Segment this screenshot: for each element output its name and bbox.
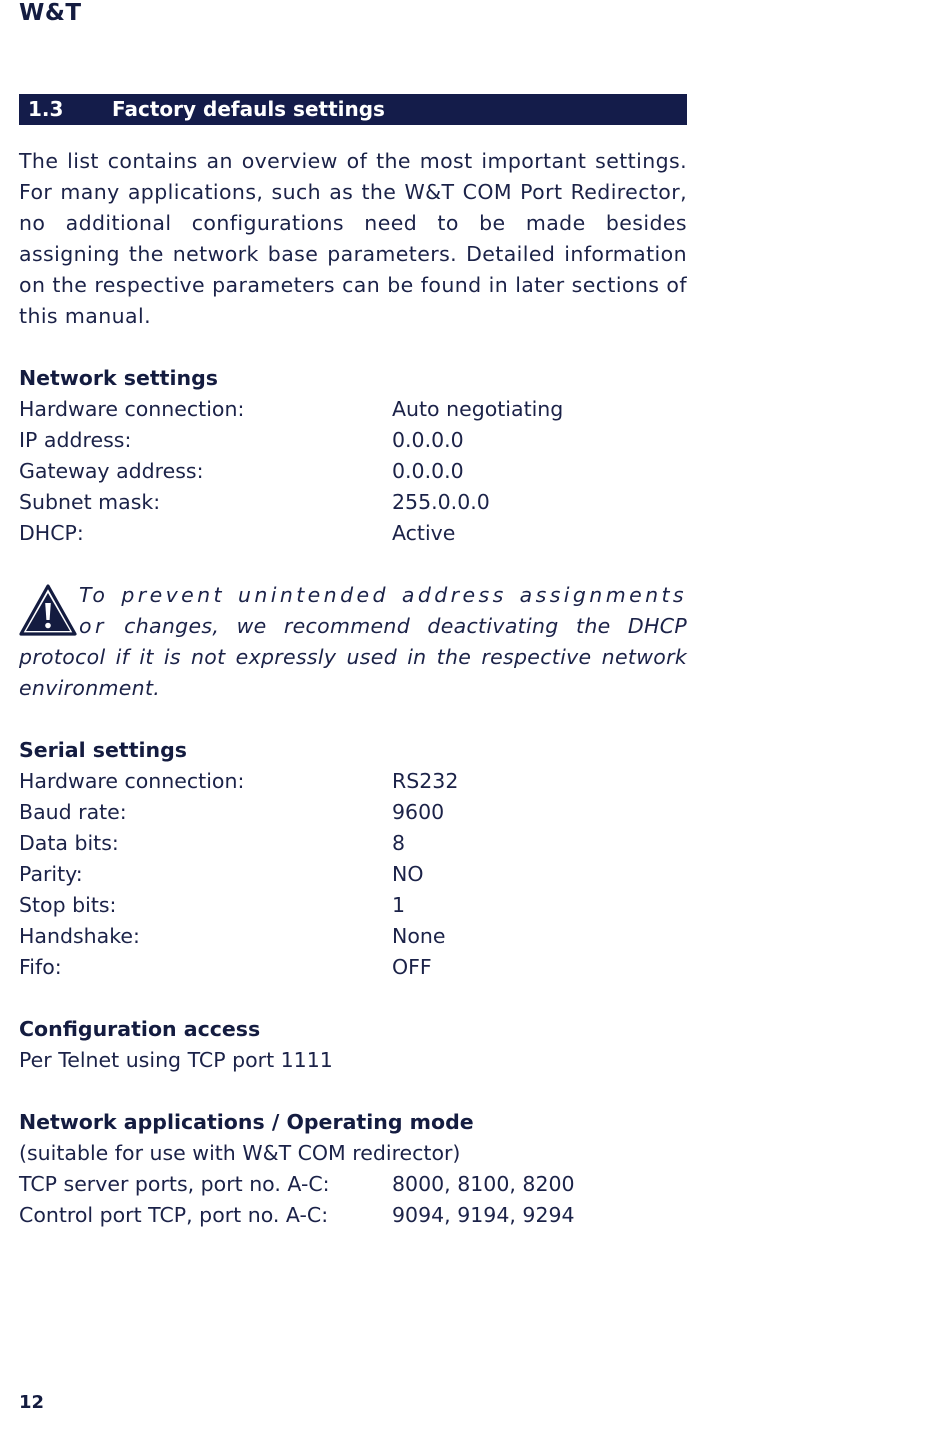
network-settings-list [19, 394, 687, 549]
setting-row [19, 828, 687, 859]
warning-text-first: To prevent unintended address assignments or [79, 583, 687, 638]
brand-logo-text: W&T [19, 0, 82, 26]
serial-settings-list [19, 766, 687, 983]
setting-row [19, 518, 687, 549]
setting-value: Active [392, 521, 456, 545]
setting-label: Parity: [19, 862, 83, 886]
setting-value: 255.0.0.0 [392, 490, 490, 514]
setting-row [19, 1200, 687, 1231]
setting-label: Stop bits: [19, 893, 117, 917]
setting-label: Handshake: [19, 924, 140, 948]
network-applications-note: (suitable for use with W&T COM redirector) [19, 1141, 461, 1165]
setting-value: 9600 [392, 800, 445, 824]
setting-value: 0.0.0.0 [392, 459, 464, 483]
setting-label: Baud rate: [19, 800, 127, 824]
setting-row [19, 487, 687, 518]
configuration-access-text: Per Telnet using TCP port 1111 [19, 1048, 333, 1072]
page-content [19, 146, 687, 1231]
section-number: 1.3 [28, 97, 64, 121]
setting-row [19, 394, 687, 425]
setting-row [19, 766, 687, 797]
setting-row [19, 456, 687, 487]
setting-label: Hardware connection: [19, 397, 245, 421]
serial-settings-heading: Serial settings [19, 738, 188, 762]
setting-value: 9094, 9194, 9294 [392, 1203, 575, 1227]
setting-label: TCP server ports, port no. A-C: [19, 1172, 330, 1196]
setting-value: OFF [392, 955, 432, 979]
setting-label: Gateway address: [19, 459, 204, 483]
setting-value: 0.0.0.0 [392, 428, 464, 452]
setting-label: DHCP: [19, 521, 84, 545]
setting-label: Hardware connection: [19, 769, 245, 793]
setting-row [19, 921, 687, 952]
setting-label: Fifo: [19, 955, 62, 979]
setting-value: None [392, 924, 446, 948]
setting-label: Subnet mask: [19, 490, 161, 514]
setting-label: Control port TCP, port no. A-C: [19, 1203, 329, 1227]
network-applications-list [19, 1169, 687, 1231]
setting-value: NO [392, 862, 424, 886]
configuration-access-heading: Configuration access [19, 1017, 261, 1041]
warning-triangle-icon [19, 584, 77, 636]
setting-row [19, 1169, 687, 1200]
setting-label: Data bits: [19, 831, 119, 855]
setting-value: 8 [392, 831, 406, 855]
setting-row [19, 425, 687, 456]
setting-row [19, 797, 687, 828]
warning-text-rest: changes, we recommend deactivating the DHCP protocol if it is not expressly used in the respective network environment. [19, 614, 687, 700]
dhcp-warning-note [19, 580, 687, 704]
network-applications-heading: Network applications / Operating mode [19, 1110, 474, 1134]
setting-value: 1 [392, 893, 406, 917]
setting-row [19, 890, 687, 921]
setting-row [19, 952, 687, 983]
page-number: 12 [19, 1392, 45, 1413]
intro-paragraph: The list contains an overview of the most important settings. For many applications, such as the W&T COM Port Redirector, no additional configurations need to be made besides assigning the network base parameters. Detailed information on the respective parameters can be found in later sections of this manual. [19, 149, 687, 328]
setting-value: Auto negotiating [392, 397, 564, 421]
setting-label: IP address: [19, 428, 132, 452]
section-heading-bar [19, 94, 687, 125]
setting-row [19, 859, 687, 890]
network-settings-heading: Network settings [19, 366, 218, 390]
section-title: Factory defauls settings [112, 97, 385, 121]
setting-value: RS232 [392, 769, 459, 793]
setting-value: 8000, 8100, 8200 [392, 1172, 575, 1196]
